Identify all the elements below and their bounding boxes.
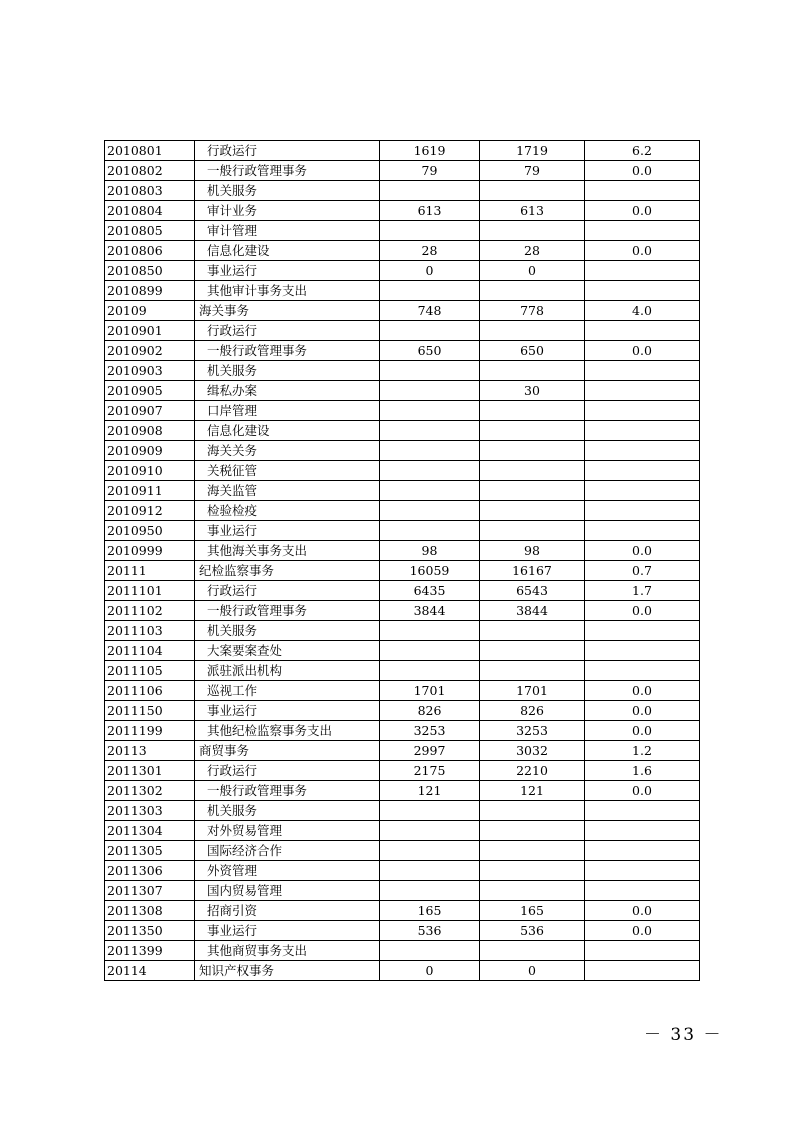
amount-a-cell: 0 bbox=[380, 961, 480, 981]
item-name-cell: 一般行政管理事务 bbox=[195, 781, 380, 801]
table-row bbox=[105, 241, 700, 261]
code-cell: 2010803 bbox=[105, 181, 195, 201]
item-name-cell: 审计业务 bbox=[195, 201, 380, 221]
budget-table bbox=[104, 140, 700, 981]
page-number: － 33 － bbox=[644, 1025, 723, 1045]
item-name-cell: 缉私办案 bbox=[195, 381, 380, 401]
amount-b-cell bbox=[480, 881, 585, 901]
code-cell: 2010905 bbox=[105, 381, 195, 401]
amount-a-cell: 0 bbox=[380, 261, 480, 281]
item-name-cell: 大案要案查处 bbox=[195, 641, 380, 661]
item-name-cell: 其他商贸事务支出 bbox=[195, 941, 380, 961]
table-row bbox=[105, 421, 700, 441]
table-row bbox=[105, 721, 700, 741]
item-name-cell: 行政运行 bbox=[195, 761, 380, 781]
growth-rate-cell bbox=[585, 321, 700, 341]
table-row bbox=[105, 461, 700, 481]
table-row bbox=[105, 901, 700, 921]
table-row bbox=[105, 581, 700, 601]
table-row bbox=[105, 801, 700, 821]
item-name-cell: 国际经济合作 bbox=[195, 841, 380, 861]
item-name-cell: 事业运行 bbox=[195, 521, 380, 541]
code-cell: 2010999 bbox=[105, 541, 195, 561]
growth-rate-cell bbox=[585, 461, 700, 481]
growth-rate-cell: 0.7 bbox=[585, 561, 700, 581]
amount-b-cell bbox=[480, 661, 585, 681]
table-row bbox=[105, 381, 700, 401]
code-cell: 2010899 bbox=[105, 281, 195, 301]
amount-a-cell bbox=[380, 661, 480, 681]
code-cell: 2010801 bbox=[105, 141, 195, 161]
code-cell: 20114 bbox=[105, 961, 195, 981]
growth-rate-cell bbox=[585, 361, 700, 381]
amount-b-cell bbox=[480, 181, 585, 201]
amount-b-cell: 6543 bbox=[480, 581, 585, 601]
amount-a-cell bbox=[380, 401, 480, 421]
amount-a-cell: 28 bbox=[380, 241, 480, 261]
growth-rate-cell bbox=[585, 641, 700, 661]
amount-a-cell bbox=[380, 881, 480, 901]
item-name-cell: 事业运行 bbox=[195, 921, 380, 941]
amount-a-cell: 536 bbox=[380, 921, 480, 941]
amount-a-cell bbox=[380, 441, 480, 461]
amount-a-cell bbox=[380, 181, 480, 201]
amount-a-cell: 613 bbox=[380, 201, 480, 221]
amount-b-cell bbox=[480, 821, 585, 841]
growth-rate-cell bbox=[585, 261, 700, 281]
amount-b-cell bbox=[480, 361, 585, 381]
code-cell: 20109 bbox=[105, 301, 195, 321]
growth-rate-cell: 0.0 bbox=[585, 901, 700, 921]
amount-a-cell bbox=[380, 841, 480, 861]
amount-b-cell: 30 bbox=[480, 381, 585, 401]
amount-a-cell: 98 bbox=[380, 541, 480, 561]
code-cell: 2010903 bbox=[105, 361, 195, 381]
item-name-cell: 信息化建设 bbox=[195, 241, 380, 261]
amount-b-cell: 2210 bbox=[480, 761, 585, 781]
growth-rate-cell bbox=[585, 941, 700, 961]
code-cell: 2011103 bbox=[105, 621, 195, 641]
table-row bbox=[105, 881, 700, 901]
amount-a-cell: 826 bbox=[380, 701, 480, 721]
amount-a-cell bbox=[380, 861, 480, 881]
amount-a-cell: 1619 bbox=[380, 141, 480, 161]
item-name-cell: 海关关务 bbox=[195, 441, 380, 461]
table-row bbox=[105, 301, 700, 321]
amount-a-cell: 748 bbox=[380, 301, 480, 321]
amount-b-cell bbox=[480, 521, 585, 541]
amount-a-cell bbox=[380, 461, 480, 481]
code-cell: 2011104 bbox=[105, 641, 195, 661]
amount-a-cell bbox=[380, 821, 480, 841]
amount-b-cell: 28 bbox=[480, 241, 585, 261]
growth-rate-cell bbox=[585, 881, 700, 901]
amount-a-cell bbox=[380, 361, 480, 381]
table-row bbox=[105, 141, 700, 161]
growth-rate-cell bbox=[585, 821, 700, 841]
growth-rate-cell: 0.0 bbox=[585, 921, 700, 941]
growth-rate-cell: 0.0 bbox=[585, 161, 700, 181]
item-name-cell: 巡视工作 bbox=[195, 681, 380, 701]
item-name-cell: 其他审计事务支出 bbox=[195, 281, 380, 301]
amount-a-cell: 16059 bbox=[380, 561, 480, 581]
budget-table-body bbox=[105, 141, 700, 981]
item-name-cell: 知识产权事务 bbox=[195, 961, 380, 981]
code-cell: 2010910 bbox=[105, 461, 195, 481]
amount-b-cell: 650 bbox=[480, 341, 585, 361]
table-row bbox=[105, 681, 700, 701]
item-name-cell: 派驻派出机构 bbox=[195, 661, 380, 681]
amount-a-cell: 650 bbox=[380, 341, 480, 361]
code-cell: 2010850 bbox=[105, 261, 195, 281]
amount-a-cell bbox=[380, 641, 480, 661]
growth-rate-cell bbox=[585, 621, 700, 641]
code-cell: 2010805 bbox=[105, 221, 195, 241]
amount-b-cell: 121 bbox=[480, 781, 585, 801]
code-cell: 2010806 bbox=[105, 241, 195, 261]
growth-rate-cell bbox=[585, 481, 700, 501]
growth-rate-cell: 0.0 bbox=[585, 601, 700, 621]
table-row bbox=[105, 521, 700, 541]
item-name-cell: 行政运行 bbox=[195, 141, 380, 161]
growth-rate-cell: 0.0 bbox=[585, 701, 700, 721]
code-cell: 2011399 bbox=[105, 941, 195, 961]
table-row bbox=[105, 481, 700, 501]
amount-a-cell: 2997 bbox=[380, 741, 480, 761]
amount-b-cell bbox=[480, 321, 585, 341]
table-row bbox=[105, 861, 700, 881]
code-cell: 2011305 bbox=[105, 841, 195, 861]
growth-rate-cell bbox=[585, 841, 700, 861]
amount-a-cell bbox=[380, 501, 480, 521]
table-row bbox=[105, 401, 700, 421]
code-cell: 2010912 bbox=[105, 501, 195, 521]
amount-a-cell: 2175 bbox=[380, 761, 480, 781]
amount-b-cell: 826 bbox=[480, 701, 585, 721]
amount-b-cell: 98 bbox=[480, 541, 585, 561]
table-row bbox=[105, 361, 700, 381]
item-name-cell: 外资管理 bbox=[195, 861, 380, 881]
item-name-cell: 口岸管理 bbox=[195, 401, 380, 421]
growth-rate-cell: 0.0 bbox=[585, 201, 700, 221]
amount-b-cell: 613 bbox=[480, 201, 585, 221]
amount-b-cell bbox=[480, 501, 585, 521]
item-name-cell: 一般行政管理事务 bbox=[195, 161, 380, 181]
code-cell: 2011105 bbox=[105, 661, 195, 681]
table-row bbox=[105, 621, 700, 641]
item-name-cell: 检验检疫 bbox=[195, 501, 380, 521]
table-row bbox=[105, 941, 700, 961]
amount-a-cell bbox=[380, 381, 480, 401]
table-row bbox=[105, 441, 700, 461]
table-row bbox=[105, 501, 700, 521]
code-cell: 2010901 bbox=[105, 321, 195, 341]
amount-b-cell bbox=[480, 941, 585, 961]
item-name-cell: 其他海关事务支出 bbox=[195, 541, 380, 561]
code-cell: 20111 bbox=[105, 561, 195, 581]
item-name-cell: 招商引资 bbox=[195, 901, 380, 921]
amount-b-cell bbox=[480, 861, 585, 881]
table-row bbox=[105, 741, 700, 761]
item-name-cell: 机关服务 bbox=[195, 361, 380, 381]
item-name-cell: 海关事务 bbox=[195, 301, 380, 321]
amount-a-cell: 1701 bbox=[380, 681, 480, 701]
growth-rate-cell: 1.7 bbox=[585, 581, 700, 601]
table-row bbox=[105, 341, 700, 361]
code-cell: 2011306 bbox=[105, 861, 195, 881]
table-row bbox=[105, 281, 700, 301]
amount-a-cell: 121 bbox=[380, 781, 480, 801]
item-name-cell: 对外贸易管理 bbox=[195, 821, 380, 841]
table-row bbox=[105, 761, 700, 781]
amount-b-cell: 0 bbox=[480, 261, 585, 281]
table-row bbox=[105, 561, 700, 581]
code-cell: 2011150 bbox=[105, 701, 195, 721]
item-name-cell: 审计管理 bbox=[195, 221, 380, 241]
code-cell: 2011350 bbox=[105, 921, 195, 941]
amount-b-cell: 165 bbox=[480, 901, 585, 921]
growth-rate-cell bbox=[585, 181, 700, 201]
item-name-cell: 机关服务 bbox=[195, 181, 380, 201]
growth-rate-cell bbox=[585, 661, 700, 681]
code-cell: 2010804 bbox=[105, 201, 195, 221]
growth-rate-cell bbox=[585, 521, 700, 541]
amount-a-cell bbox=[380, 321, 480, 341]
code-cell: 2010802 bbox=[105, 161, 195, 181]
code-cell: 2011301 bbox=[105, 761, 195, 781]
table-row bbox=[105, 641, 700, 661]
growth-rate-cell bbox=[585, 861, 700, 881]
code-cell: 2011102 bbox=[105, 601, 195, 621]
table-row bbox=[105, 601, 700, 621]
code-cell: 2010907 bbox=[105, 401, 195, 421]
amount-b-cell bbox=[480, 281, 585, 301]
amount-b-cell: 3844 bbox=[480, 601, 585, 621]
code-cell: 2010909 bbox=[105, 441, 195, 461]
amount-a-cell bbox=[380, 521, 480, 541]
amount-b-cell: 0 bbox=[480, 961, 585, 981]
item-name-cell: 信息化建设 bbox=[195, 421, 380, 441]
amount-b-cell bbox=[480, 441, 585, 461]
growth-rate-cell: 0.0 bbox=[585, 541, 700, 561]
amount-b-cell: 79 bbox=[480, 161, 585, 181]
amount-b-cell: 778 bbox=[480, 301, 585, 321]
item-name-cell: 一般行政管理事务 bbox=[195, 601, 380, 621]
amount-a-cell bbox=[380, 941, 480, 961]
growth-rate-cell: 1.6 bbox=[585, 761, 700, 781]
item-name-cell: 机关服务 bbox=[195, 621, 380, 641]
table-row bbox=[105, 321, 700, 341]
table-row bbox=[105, 661, 700, 681]
table-row bbox=[105, 161, 700, 181]
amount-b-cell bbox=[480, 461, 585, 481]
table-row bbox=[105, 221, 700, 241]
amount-b-cell: 536 bbox=[480, 921, 585, 941]
growth-rate-cell: 0.0 bbox=[585, 241, 700, 261]
growth-rate-cell bbox=[585, 401, 700, 421]
growth-rate-cell: 0.0 bbox=[585, 341, 700, 361]
table-row bbox=[105, 701, 700, 721]
item-name-cell: 商贸事务 bbox=[195, 741, 380, 761]
table-row bbox=[105, 201, 700, 221]
code-cell: 20113 bbox=[105, 741, 195, 761]
item-name-cell: 事业运行 bbox=[195, 261, 380, 281]
amount-b-cell bbox=[480, 621, 585, 641]
table-row bbox=[105, 921, 700, 941]
growth-rate-cell: 0.0 bbox=[585, 781, 700, 801]
growth-rate-cell: 4.0 bbox=[585, 301, 700, 321]
item-name-cell: 关税征管 bbox=[195, 461, 380, 481]
code-cell: 2011101 bbox=[105, 581, 195, 601]
amount-a-cell bbox=[380, 481, 480, 501]
code-cell: 2011307 bbox=[105, 881, 195, 901]
growth-rate-cell bbox=[585, 221, 700, 241]
item-name-cell: 国内贸易管理 bbox=[195, 881, 380, 901]
code-cell: 2010950 bbox=[105, 521, 195, 541]
item-name-cell: 行政运行 bbox=[195, 321, 380, 341]
table-row bbox=[105, 541, 700, 561]
amount-b-cell bbox=[480, 641, 585, 661]
item-name-cell: 纪检监察事务 bbox=[195, 561, 380, 581]
amount-a-cell: 3844 bbox=[380, 601, 480, 621]
amount-b-cell bbox=[480, 841, 585, 861]
code-cell: 2011308 bbox=[105, 901, 195, 921]
table-row bbox=[105, 841, 700, 861]
amount-a-cell bbox=[380, 221, 480, 241]
code-cell: 2011302 bbox=[105, 781, 195, 801]
amount-b-cell: 1719 bbox=[480, 141, 585, 161]
code-cell: 2010908 bbox=[105, 421, 195, 441]
growth-rate-cell bbox=[585, 501, 700, 521]
growth-rate-cell bbox=[585, 961, 700, 981]
amount-b-cell: 16167 bbox=[480, 561, 585, 581]
growth-rate-cell: 0.0 bbox=[585, 721, 700, 741]
amount-a-cell bbox=[380, 621, 480, 641]
growth-rate-cell bbox=[585, 421, 700, 441]
growth-rate-cell: 0.0 bbox=[585, 681, 700, 701]
amount-a-cell: 3253 bbox=[380, 721, 480, 741]
growth-rate-cell bbox=[585, 381, 700, 401]
code-cell: 2011304 bbox=[105, 821, 195, 841]
growth-rate-cell bbox=[585, 801, 700, 821]
item-name-cell: 海关监管 bbox=[195, 481, 380, 501]
table-row bbox=[105, 181, 700, 201]
growth-rate-cell: 1.2 bbox=[585, 741, 700, 761]
amount-b-cell: 1701 bbox=[480, 681, 585, 701]
amount-b-cell: 3253 bbox=[480, 721, 585, 741]
code-cell: 2010911 bbox=[105, 481, 195, 501]
code-cell: 2011303 bbox=[105, 801, 195, 821]
code-cell: 2011199 bbox=[105, 721, 195, 741]
amount-a-cell bbox=[380, 801, 480, 821]
code-cell: 2011106 bbox=[105, 681, 195, 701]
table-row bbox=[105, 821, 700, 841]
amount-a-cell: 79 bbox=[380, 161, 480, 181]
amount-b-cell: 3032 bbox=[480, 741, 585, 761]
growth-rate-cell bbox=[585, 441, 700, 461]
amount-b-cell bbox=[480, 421, 585, 441]
table-row bbox=[105, 961, 700, 981]
amount-a-cell: 165 bbox=[380, 901, 480, 921]
item-name-cell: 行政运行 bbox=[195, 581, 380, 601]
amount-a-cell: 6435 bbox=[380, 581, 480, 601]
amount-b-cell bbox=[480, 401, 585, 421]
table-row bbox=[105, 261, 700, 281]
growth-rate-cell: 6.2 bbox=[585, 141, 700, 161]
amount-a-cell bbox=[380, 421, 480, 441]
amount-b-cell bbox=[480, 801, 585, 821]
amount-b-cell bbox=[480, 481, 585, 501]
code-cell: 2010902 bbox=[105, 341, 195, 361]
item-name-cell: 机关服务 bbox=[195, 801, 380, 821]
amount-a-cell bbox=[380, 281, 480, 301]
item-name-cell: 其他纪检监察事务支出 bbox=[195, 721, 380, 741]
amount-b-cell bbox=[480, 221, 585, 241]
growth-rate-cell bbox=[585, 281, 700, 301]
item-name-cell: 一般行政管理事务 bbox=[195, 341, 380, 361]
table-row bbox=[105, 781, 700, 801]
item-name-cell: 事业运行 bbox=[195, 701, 380, 721]
